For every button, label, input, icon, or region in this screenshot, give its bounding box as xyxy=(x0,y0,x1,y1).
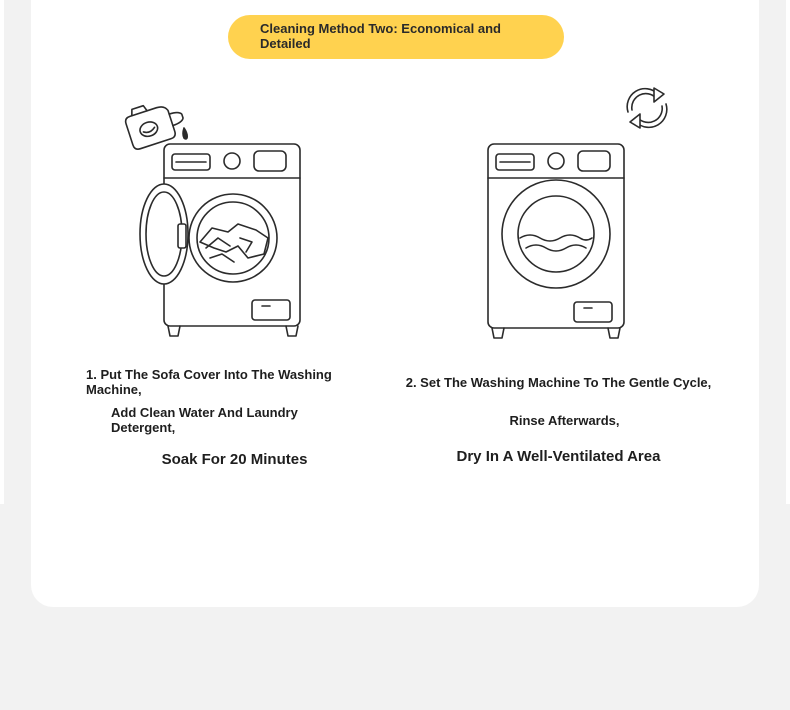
section-title-badge xyxy=(228,15,564,59)
section-title: Cleaning Method Two: Economical and Detailed xyxy=(260,21,501,51)
step-2-line-3: Dry In A Well-Ventilated Area xyxy=(456,448,661,465)
page-edge-left xyxy=(0,0,4,504)
step-1-line-3: Soak For 20 Minutes xyxy=(161,451,308,468)
washing-machine-running-icon xyxy=(486,142,628,340)
step-1-line-1: 1. Put The Sofa Cover Into The Washing Machine, xyxy=(86,367,332,397)
rotate-arrows-icon xyxy=(620,86,674,130)
step-2-line-2: Rinse Afterwards, xyxy=(509,413,620,428)
step-2-line-1: 2. Set The Washing Machine To The Gentle Cycle, xyxy=(405,375,712,390)
page-edge-right xyxy=(786,0,790,504)
washing-machine-door-open-icon xyxy=(136,142,306,338)
step-1-line-2: Add Clean Water And Laundry Detergent, xyxy=(111,405,298,435)
